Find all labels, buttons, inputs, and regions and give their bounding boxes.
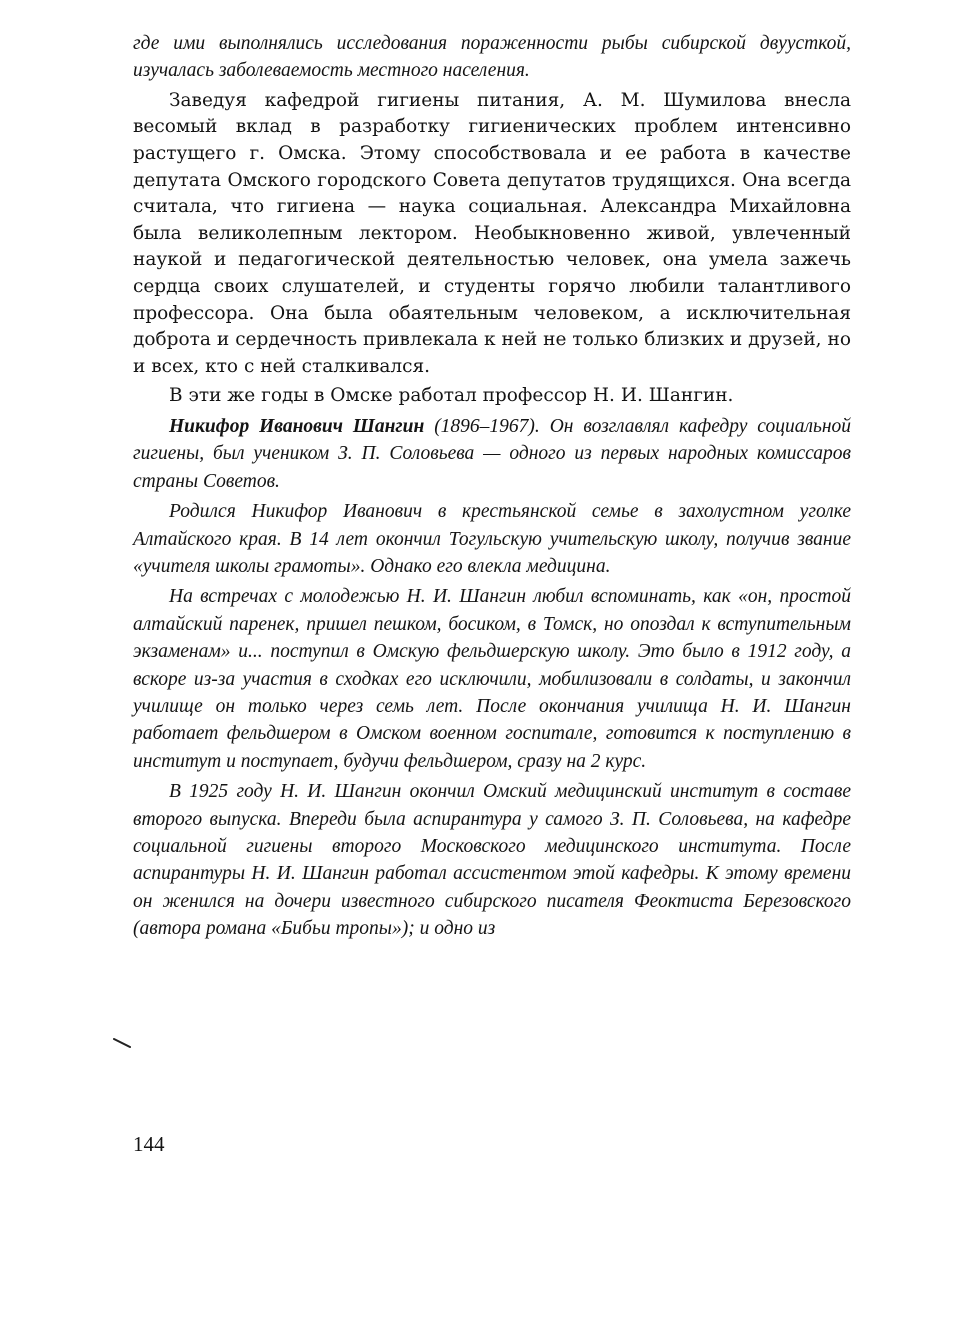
bio-heading-text: (1896–1967). Он возглавлял кафедру социальной гигиены, был учеником З. П. Соловьева — одного из первых народных комиссаров страны Советов. <box>133 415 851 492</box>
paragraph-shangin-intro: В эти же годы в Омске работал профессор Н. И. Шангин. <box>169 385 734 407</box>
paragraph-shangin-education: На встречах с молодежью Н. И. Шангин любил вспоминать, как «он, простой алтайский паренек, пришел пешком, босиком, в Томск, но опоздал к вступительным экзаменам» и... поступил в Омскую фельдшерскую школу. Это было в 1912 году, а вскоре из-за участия в сходках его исключили, мобилизовали в солдаты, и закончил училище он только через семь лет. После окончания училища Н. И. Шангин работает фельдшером в Омском военном госпитале, готовится к поступлению в институт и поступает, будучи фельдшером, сразу на 2 курс. <box>133 586 851 772</box>
paragraph-shangin-bio-heading <box>133 413 851 495</box>
person-name-heading: Никифор Иванович Шангин <box>169 415 425 437</box>
paragraph-shangin-childhood: Родился Никифор Иванович в крестьянской семье в захолустном уголке Алтайского края. В 14 лет окончил Тогульскую учительскую школу, получив звание «учителя школы грамоты». Однако его влекла медицина. <box>133 501 851 577</box>
page-number: 144 <box>133 1132 165 1156</box>
margin-pencil-mark <box>113 1037 131 1049</box>
paragraph-shangin-career: В 1925 году Н. И. Шангин окончил Омский медицинский институт в составе второго выпуска. Впереди была аспирантура у самого З. П. Соловьева, на кафедре социальной гигиены второго Московского медицинского института. После аспирантуры Н. И. Шангин работал ассистентом этой кафедры. К этому времени он женился на дочери известного сибирского писателя Феоктиста Березовского (автора романа «Бибьи тропы»); и одно из <box>133 781 851 940</box>
paragraph-fish-research: где ими выполнялись исследования пораженности рыбы сибирской двуусткой, изучалась заболеваемость местного населения. <box>133 33 851 82</box>
paragraph-shumilova: Заведуя кафедрой гигиены питания, А. М. Шумилова внесла весомый вклад в разработку гигиенических проблем интенсивно растущего г. Омска. Этому способствовала и ее работа в качестве депутата Омского городского Совета депутатов трудящихся. Она всегда считала, что гигиена — наука социальная. Александра Михайловна была великолепным лектором. Необыкновенно живой, увлеченный наукой и педагогической деятельностью человек, она умела зажечь сердца своих слушателей, и студенты горячо любили талантливого профессора. Она была обаятельным человеком, а исключительная доброта и сердечность привлекала к ней не только близких и друзей, но и всех, кто с ней сталкивался. <box>133 89 851 377</box>
page-body <box>133 30 851 943</box>
